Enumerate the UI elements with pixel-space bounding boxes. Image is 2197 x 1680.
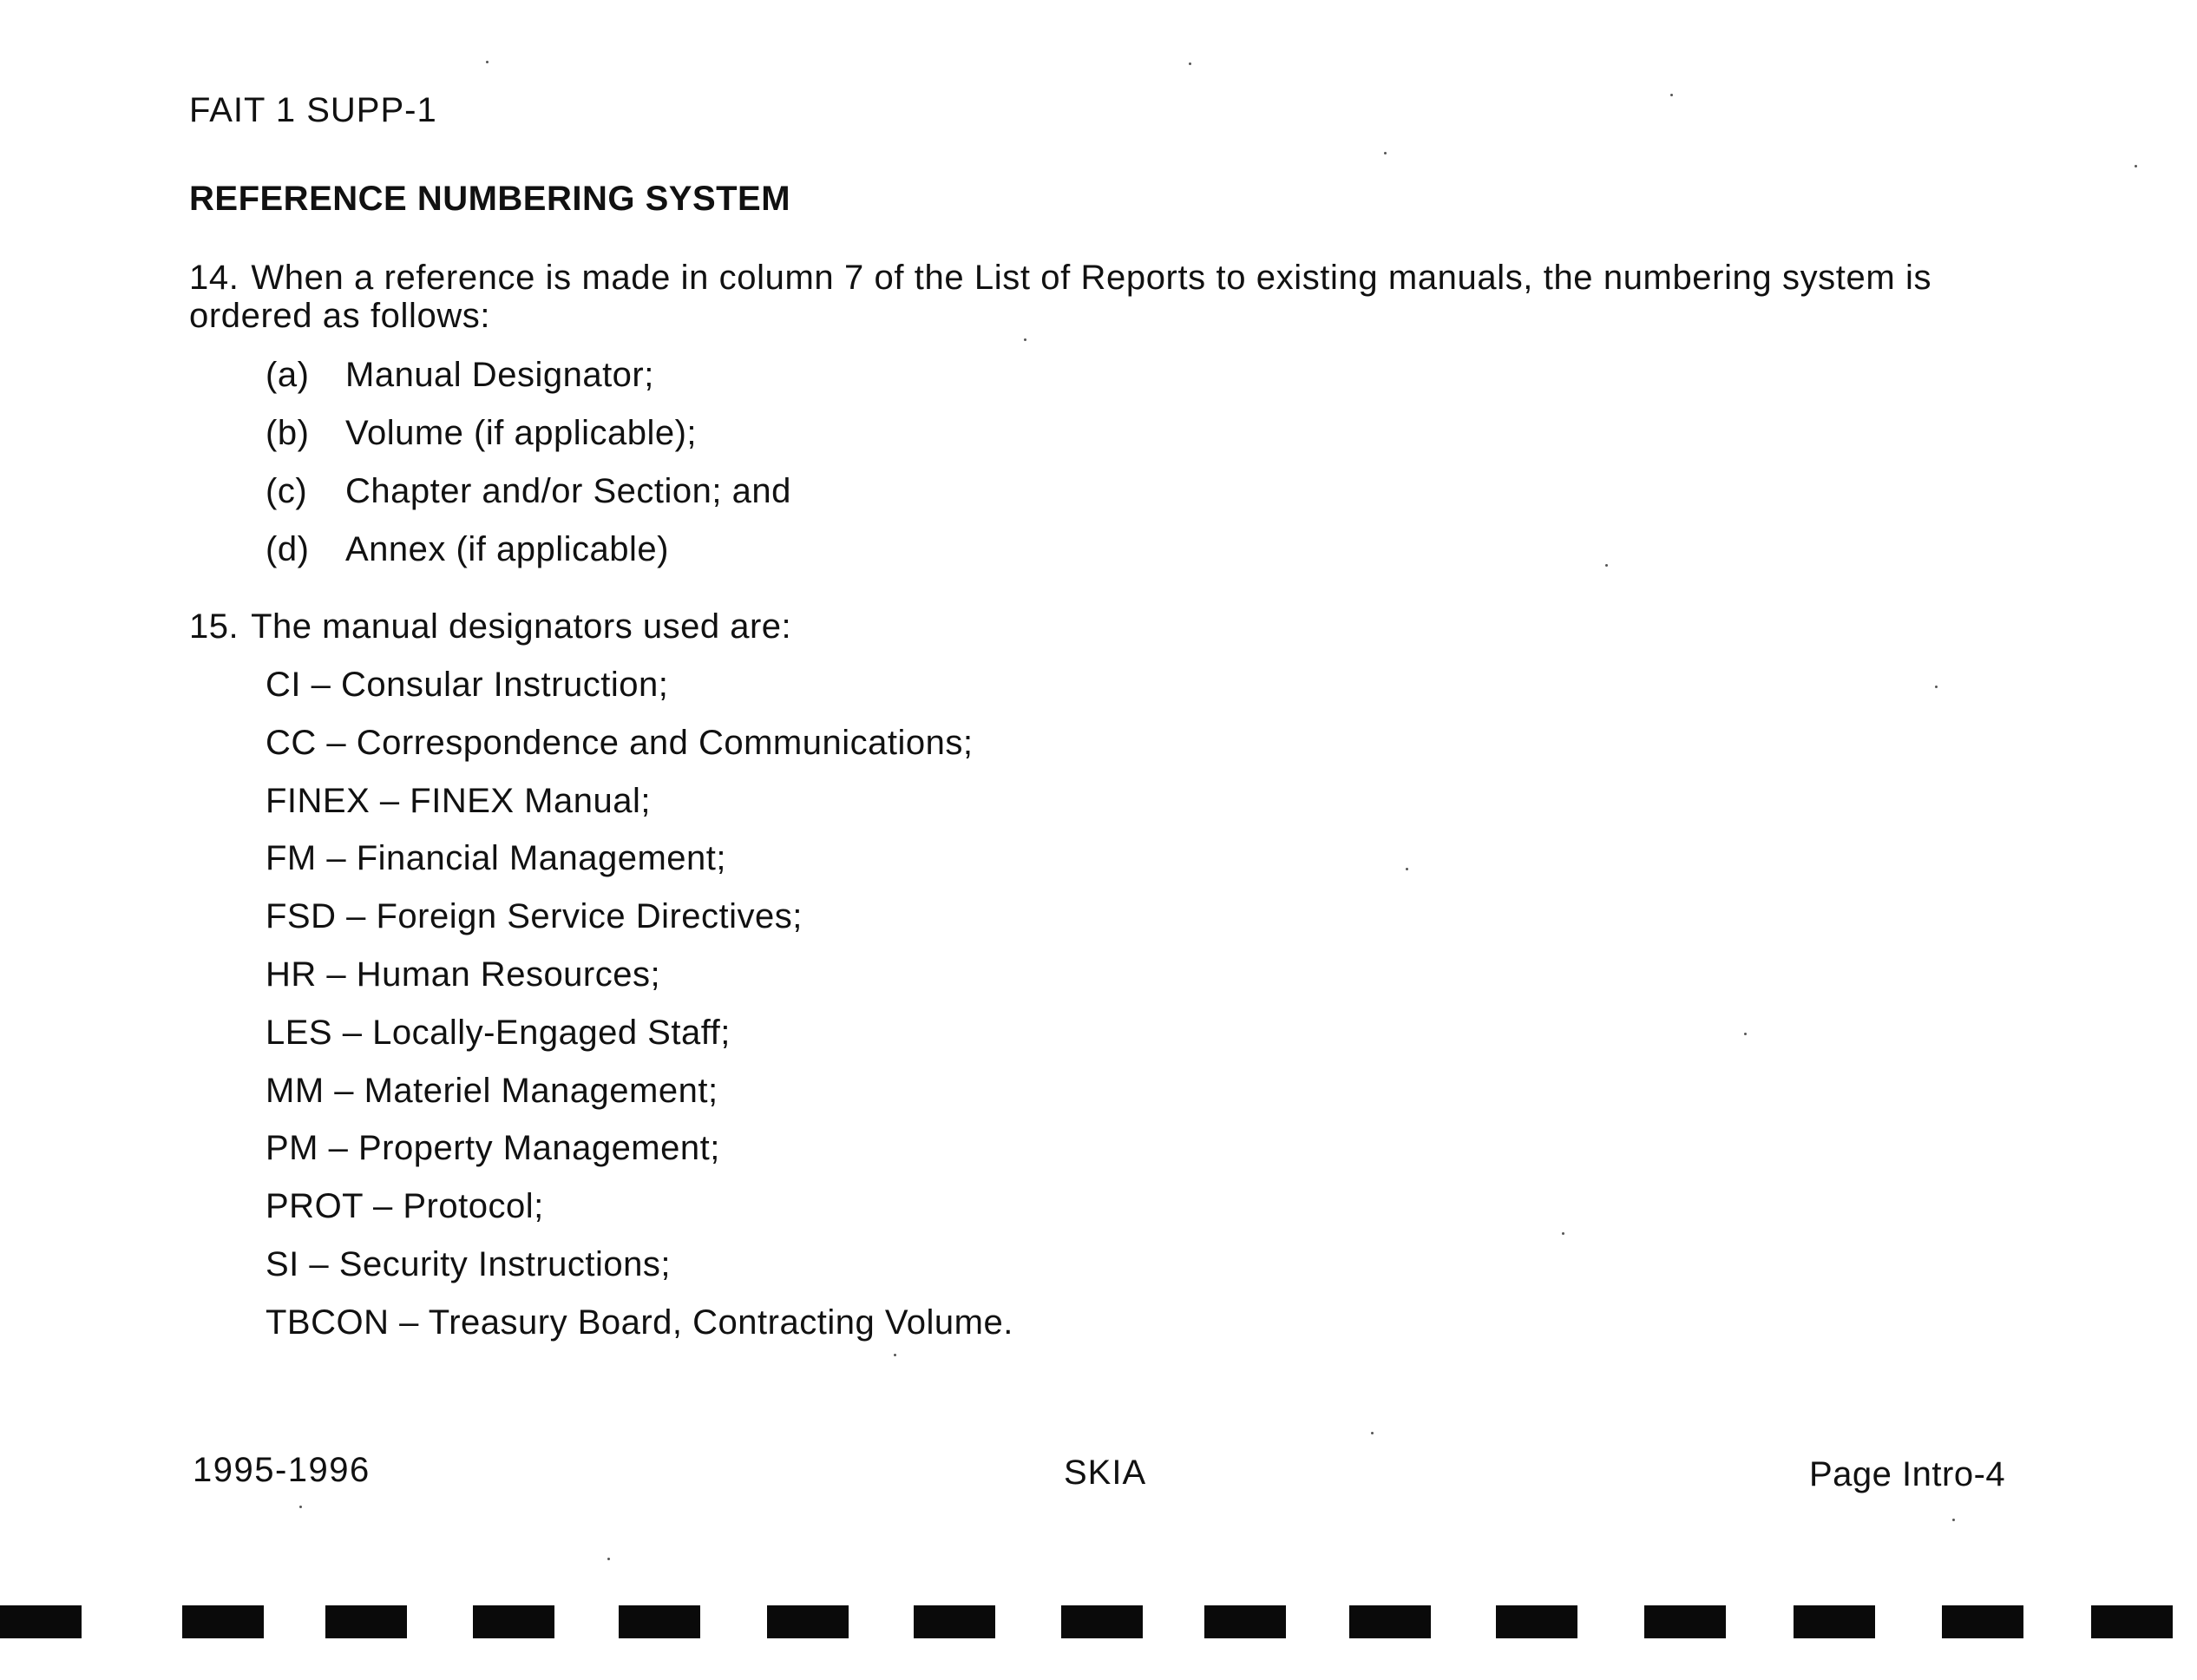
scan-speck — [1935, 686, 1938, 688]
scan-speck — [1952, 1519, 1955, 1521]
list-item — [266, 530, 791, 588]
footer-page-number: Page Intro-4 — [1809, 1455, 2006, 1493]
footer-center-label: SKIA — [1064, 1454, 1147, 1492]
designator-item: PROT – Protocol; — [266, 1187, 544, 1226]
list-marker: (d) — [266, 530, 310, 568]
paragraph-number: 14. — [189, 259, 239, 297]
perforation-mark — [1204, 1605, 1286, 1638]
designator-item: FINEX – FINEX Manual; — [266, 781, 651, 820]
designator-item: FSD – Foreign Service Directives; — [266, 897, 803, 936]
list-item-text: Chapter and/or Section; and — [345, 472, 791, 510]
perforation-mark — [1794, 1605, 1875, 1638]
designator-item: SI – Security Instructions; — [266, 1244, 672, 1283]
perforation-mark — [182, 1605, 264, 1638]
designator-item: FM – Financial Management; — [266, 839, 727, 878]
perforation-mark — [325, 1605, 407, 1638]
perforation-mark — [1942, 1605, 2023, 1638]
paragraph-15 — [189, 607, 791, 646]
perforation-mark — [0, 1605, 82, 1638]
section-title: REFERENCE NUMBERING SYSTEM — [189, 180, 791, 218]
designator-item: PM – Property Management; — [266, 1129, 720, 1168]
perforation-strip — [0, 1605, 2197, 1642]
list-item — [266, 472, 791, 530]
document-code: FAIT 1 SUPP-1 — [189, 91, 437, 129]
scan-speck — [299, 1506, 302, 1508]
perforation-mark — [767, 1605, 849, 1638]
scan-speck — [1670, 94, 1673, 96]
designator-item: CC – Correspondence and Communications; — [266, 723, 974, 762]
manual-designators-list — [266, 666, 1013, 1362]
perforation-mark — [2091, 1605, 2173, 1638]
perforation-mark — [1061, 1605, 1143, 1638]
scan-speck — [1024, 338, 1026, 341]
list-item-text: Annex (if applicable) — [345, 530, 669, 568]
scan-speck — [1371, 1432, 1374, 1434]
list-item — [266, 356, 791, 414]
perforation-mark — [473, 1605, 554, 1638]
numbering-order-list — [266, 356, 791, 588]
designator-item: CI – Consular Instruction; — [266, 666, 669, 704]
list-marker: (b) — [266, 414, 310, 452]
paragraph-text: When a reference is made in column 7 of the List of Reports to existing manuals, the numbering system is ordered as follows: — [189, 259, 1932, 335]
scan-speck — [1384, 152, 1387, 154]
perforation-mark — [1644, 1605, 1726, 1638]
scan-speck — [2135, 165, 2137, 167]
perforation-mark — [914, 1605, 995, 1638]
scan-speck — [1605, 564, 1608, 567]
paragraph-text: The manual designators used are: — [251, 607, 792, 646]
scan-speck — [1562, 1232, 1564, 1235]
scan-speck — [607, 1558, 610, 1560]
scan-speck — [1744, 1033, 1747, 1035]
designator-item: HR – Human Resources; — [266, 955, 661, 994]
paragraph-14 — [189, 259, 2020, 335]
list-marker: (c) — [266, 472, 308, 510]
perforation-mark — [1349, 1605, 1431, 1638]
list-marker: (a) — [266, 356, 310, 394]
scan-speck — [894, 1354, 896, 1356]
perforation-mark — [1496, 1605, 1577, 1638]
scan-speck — [1406, 868, 1408, 870]
list-item — [266, 414, 791, 472]
perforation-mark — [619, 1605, 700, 1638]
footer-year: 1995-1996 — [193, 1451, 371, 1489]
designator-item: LES – Locally-Engaged Staff; — [266, 1013, 731, 1052]
scan-speck — [1189, 62, 1191, 65]
list-item-text: Volume (if applicable); — [345, 414, 698, 452]
designator-item: MM – Materiel Management; — [266, 1071, 718, 1110]
scan-speck — [486, 61, 489, 63]
list-item-text: Manual Designator; — [345, 356, 654, 394]
paragraph-number: 15. — [189, 607, 239, 646]
designator-item: TBCON – Treasury Board, Contracting Volume. — [266, 1303, 1013, 1342]
